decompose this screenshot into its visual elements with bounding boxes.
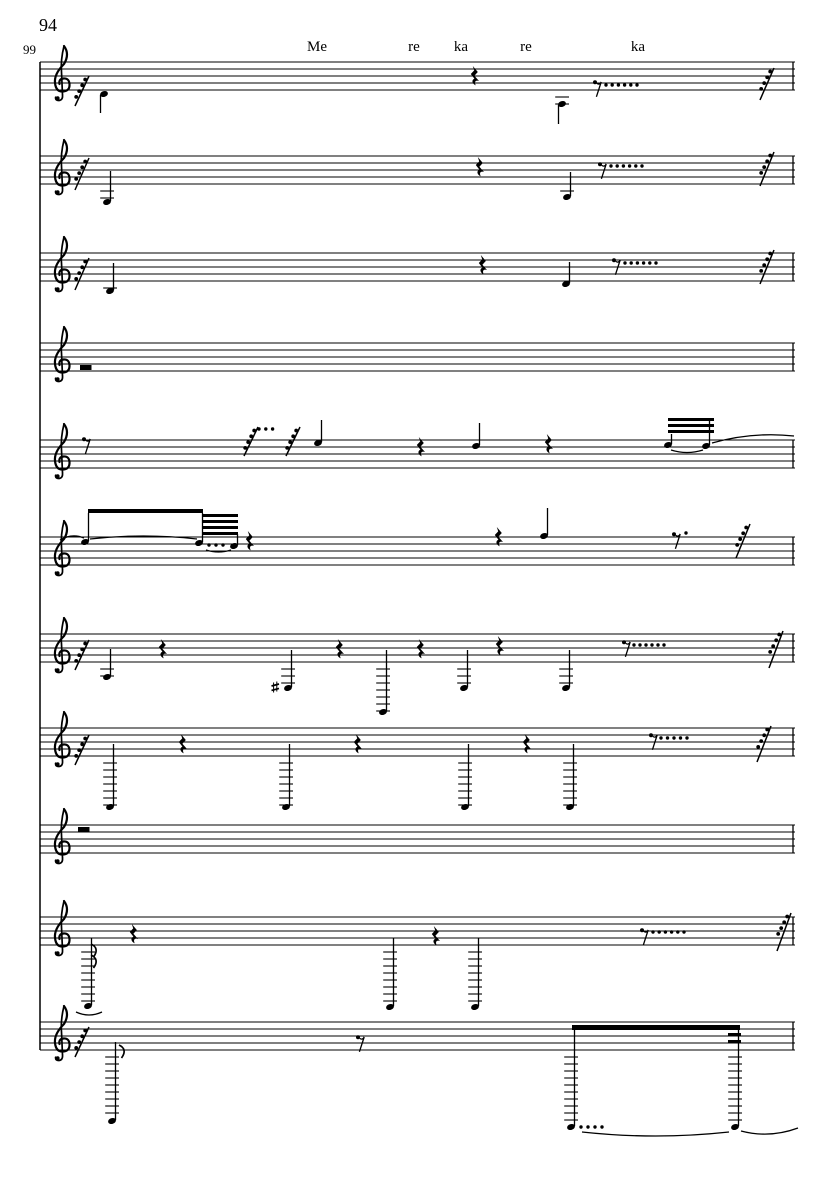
note [560,172,574,201]
note [81,938,95,1010]
eighth-rest-icon [612,258,620,275]
rest-flag-dot [649,733,653,737]
treble-clef-icon [55,809,70,864]
dot [622,164,625,167]
dot [684,531,687,534]
rest-hook-dot [759,739,763,743]
notation [40,46,798,1136]
clef-dot [56,1056,60,1060]
multi-flag-rest-icon [74,76,89,106]
treble-clef-icon [55,237,70,292]
dot [651,930,654,933]
augmentation-dots [604,83,638,86]
dot [264,427,267,430]
rest-hook-dot [74,659,78,663]
clef-dot [56,571,60,575]
rest-hook-dot [77,89,81,93]
rest-hook-dot [74,177,78,181]
rest-hook-dot [80,647,84,651]
rest-flag-dot [672,532,676,536]
clef-dot [56,668,60,672]
rest-hook-dot [762,733,766,737]
rest-slash [75,76,89,106]
rest-hook-dot [83,78,87,82]
treble-clef-icon [55,140,70,195]
quarter-rest-icon [523,734,531,753]
note [728,1030,742,1131]
note [100,171,114,206]
multi-flag-rest-icon [759,68,774,100]
quarter-rest-icon [476,157,484,176]
quarter-rest-icon [159,639,167,658]
dot [642,261,645,264]
dot [623,261,626,264]
treble-clef-icon [55,46,70,101]
rest-slash [286,427,300,456]
tie-slur [671,450,703,453]
rest-hook-dot [735,543,739,547]
lyrics-line [307,39,645,55]
rest-slash [75,735,89,765]
dot [648,261,651,264]
dot [632,643,635,646]
eighth-rest-icon [356,1035,364,1052]
note [564,1030,578,1131]
dot [672,736,675,739]
rest-hook-dot [768,70,772,74]
dot [654,261,657,264]
dot [628,164,631,167]
rest-hook-dot [74,95,78,99]
lyric-syllable: Me [307,39,327,55]
dot [635,83,638,86]
dot [604,83,607,86]
quarter-rest-icon [130,924,138,943]
rest-hook-dot [83,260,87,264]
treble-clef-icon [55,618,70,673]
dot [600,1125,603,1128]
staff-11 [40,1006,798,1136]
sharp-stroke [272,688,280,690]
dot [214,543,217,546]
rest-hook-dot [77,271,81,275]
rest-slash [75,1027,89,1057]
quarter-rest-icon [432,926,440,945]
rest-hook-dot [80,1034,84,1038]
rest-hook-dot [768,252,772,256]
flag [119,1045,124,1058]
dot [638,643,641,646]
staff-9 [40,809,795,864]
rest-hook-dot [762,81,766,85]
rest-hook-dot [765,257,769,261]
quarter-rest-icon [354,734,362,753]
rest-flag-dot [640,928,644,932]
note [539,508,548,540]
staff-5 [40,418,795,479]
sharp-icon [272,682,280,693]
quarter-rest-icon [246,531,254,550]
dot [636,261,639,264]
beam [668,430,714,433]
lyric-syllable: re [408,39,420,55]
augmentation-dots [659,736,688,739]
rest-slash [760,152,774,186]
treble-clef-icon [55,1006,70,1061]
quarter-rest-icon [417,639,425,658]
rest-hook-dot [765,159,769,163]
rest-slash [757,726,771,762]
augmentation-dots [684,531,687,534]
multi-flag-rest-icon [74,1027,89,1057]
dot [616,164,619,167]
note [80,513,89,546]
dot [679,736,682,739]
treble-clef-icon [55,424,70,479]
rest-hook-dot [759,269,763,273]
note [376,650,390,716]
quarter-rest-icon [336,639,344,658]
measure-number-system: 99 [23,42,36,57]
note [458,744,472,811]
note [99,90,108,113]
dot [659,736,662,739]
dot [670,930,673,933]
rest-hook-dot [294,429,298,433]
rest-flag-dot [612,258,616,262]
rest-hook-dot [80,165,84,169]
multi-flag-rest-icon [285,427,300,456]
rest-hook-dot [80,742,84,746]
multi-flag-rest-icon [74,735,89,765]
augmentation-dots [632,643,665,646]
whole-rest-icon [78,827,90,832]
rest-hook-dot [765,75,769,79]
rest-hook-dot [77,1040,81,1044]
lyric-syllable: ka [630,39,646,55]
measure-number-top: 94 [39,15,57,35]
rest-hook-dot [765,728,769,732]
staff-4 [40,327,795,382]
beam [203,520,238,523]
treble-clef-icon [55,327,70,382]
dot [617,83,620,86]
rest-flag-dot [356,1035,360,1039]
staff-6 [40,508,795,576]
beam [88,509,203,513]
multi-flag-rest-icon [759,152,774,186]
dot [207,543,210,546]
beam [668,424,714,427]
note [701,419,710,450]
rest-hook-dot [83,1029,87,1033]
tie-slur [90,536,197,539]
lyric-syllable: re [520,39,532,55]
rest-hook-dot [759,87,763,91]
dot [630,261,633,264]
note [229,534,238,550]
treble-clef-icon [55,901,70,956]
rest-hook-dot [77,653,81,657]
rest-stem [643,930,648,945]
note [561,262,570,288]
flag-icon [119,1045,124,1058]
dot [685,736,688,739]
rest-hook-dot [782,920,786,924]
note [383,938,397,1011]
quarter-rest-icon [479,255,487,274]
tie-slur [741,1128,798,1134]
multi-flag-rest-icon [243,427,258,456]
rest-slash [244,427,258,456]
lyric-syllable: ka [453,39,469,55]
note [471,423,480,450]
clef-dot [56,762,60,766]
augmentation-dots [207,543,224,546]
dot [644,643,647,646]
eighth-rest-icon [672,532,680,549]
rest-hook-dot [762,263,766,267]
quarter-rest-icon [545,434,553,453]
beam [203,526,238,529]
staff-2 [40,140,795,206]
dot [656,643,659,646]
rest-stem [675,534,680,549]
rest-hook-dot [762,165,766,169]
rest-hook-dot [77,171,81,175]
dot [634,164,637,167]
rest-flag-dot [82,437,86,441]
beam [203,532,238,535]
clef-dot [56,377,60,381]
rest-hook-dot [74,277,78,281]
staff-1 [40,46,795,124]
rest-hook-dot [291,434,295,438]
rest-stem [85,439,90,454]
rest-hook-dot [80,265,84,269]
rest-hook-dot [768,154,772,158]
dot [640,164,643,167]
note [468,938,482,1011]
quarter-rest-icon [496,636,504,655]
rest-hook-dot [741,531,745,535]
note [100,649,114,681]
rest-hook-dot [777,633,781,637]
note [559,650,573,692]
dot [650,643,653,646]
dot [629,83,632,86]
multi-flag-rest-icon [756,726,771,762]
note [313,420,322,447]
rest-hook-dot [246,440,250,444]
note [103,263,117,295]
note [563,744,577,811]
rest-hook-dot [74,754,78,758]
rest-hook-dot [243,446,247,450]
tie-slur [712,435,794,443]
dot [221,543,224,546]
rest-slash [736,524,750,558]
augmentation-dots [623,261,657,264]
rest-hook-dot [83,642,87,646]
dot [609,164,612,167]
dot [682,930,685,933]
dot [593,1125,596,1128]
rest-stem [596,82,601,97]
whole-rest-icon [80,365,92,370]
rest-hook-dot [74,1046,78,1050]
dot [271,427,274,430]
dot [586,1125,589,1128]
dot [623,83,626,86]
note [194,513,203,547]
clef-dot [56,96,60,100]
rest-hook-dot [288,440,292,444]
clef-dot [56,859,60,863]
rest-hook-dot [83,160,87,164]
note [555,97,569,124]
rest-hook-dot [779,926,783,930]
staff-7 [40,618,795,716]
eighth-rest-icon [622,640,630,657]
note [105,1042,119,1125]
treble-clef-icon [55,521,70,576]
note [103,744,117,811]
rest-hook-dot [80,83,84,87]
augmentation-dots [609,164,643,167]
dot [676,930,679,933]
beam [203,514,238,517]
clef-dot [56,951,60,955]
note [281,650,295,692]
rest-hook-dot [77,748,81,752]
rest-hook-dot [771,644,775,648]
rest-hook-dot [774,638,778,642]
dot [666,736,669,739]
staff-3 [40,237,795,295]
rest-hook-dot [744,526,748,530]
staff-10 [40,901,795,1015]
rest-slash [760,68,774,100]
rest-hook-dot [83,737,87,741]
rest-hook-dot [252,429,256,433]
note [457,650,471,692]
rest-hook-dot [785,915,789,919]
dot [664,930,667,933]
dot [611,83,614,86]
clef-dot [56,190,60,194]
rest-flag-dot [622,640,626,644]
beam [572,1025,740,1030]
tie-slur [582,1132,729,1136]
clef-dot [56,287,60,291]
rest-hook-dot [776,932,780,936]
dot [579,1125,582,1128]
rest-hook-dot [738,537,742,541]
tie-slur [76,1012,102,1015]
dot [257,427,260,430]
rest-hook-dot [768,650,772,654]
sharp-stroke [272,684,280,686]
eighth-rest-icon [598,162,606,179]
note [279,744,293,811]
rest-flag-dot [598,162,602,166]
eighth-rest-icon [649,733,657,750]
augmentation-dots [257,427,274,430]
rest-hook-dot [285,446,289,450]
rest-hook-dot [249,434,253,438]
dot [662,643,665,646]
dot [658,930,661,933]
quarter-rest-icon [179,734,187,753]
augmentation-dots [579,1125,603,1128]
beam [668,418,714,421]
treble-clef-icon [55,712,70,767]
staff-8 [40,712,795,811]
clef-dot [56,474,60,478]
rest-hook-dot [756,745,760,749]
rest-flag-dot [593,80,597,84]
multi-flag-rest-icon [735,524,750,558]
rest-hook-dot [759,171,763,175]
